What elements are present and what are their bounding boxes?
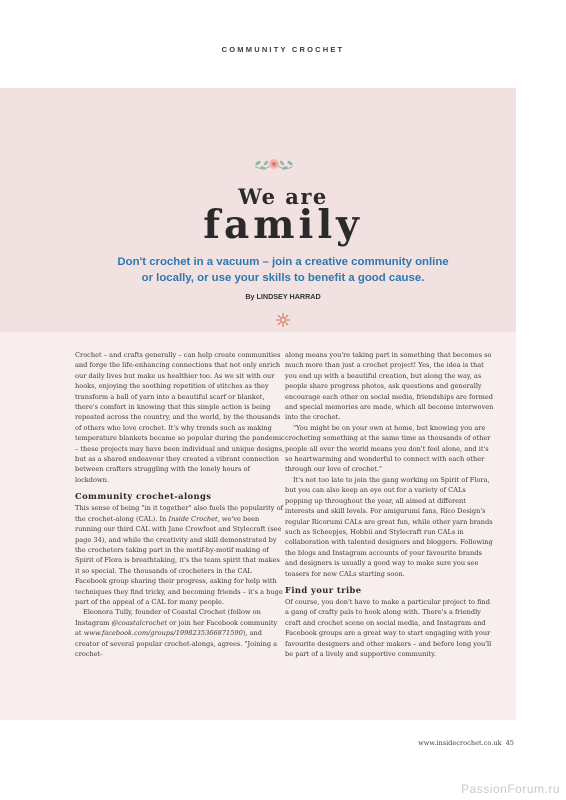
asterisk-flower-icon xyxy=(275,312,291,328)
watermark: PassionForum.ru xyxy=(461,782,560,796)
standfirst-line-1: Don't crochet in a vacuum – join a creative community online xyxy=(117,256,449,268)
standfirst xyxy=(0,254,566,286)
text-span: Eleonora Tully, founder of Coastal Crochet (follow on Instagram xyxy=(75,608,261,627)
page-number: 45 xyxy=(505,739,514,747)
paragraph xyxy=(75,607,285,659)
paragraph: It's not too late to join the gang working on Spirit of Flora, but you can also keep an eye out for a variety of CALs popping up throughout the year, all aimed at different interests and skill levels. For amigurumi fans, Rico Design's regular Ricorumi CALs are great fun, while other yarn brands such as Scheepjes, Hobbii and Stylecraft run CALs in collaboration with talented designers and bloggers. Following the blogs and Instagram accounts of your favourite brands and designers is usually a good way to make sure you see teasers for new CALs starting soon. xyxy=(285,475,493,578)
headline-line-2: family xyxy=(203,202,363,248)
paragraph: Crochet – and crafts generally – can help create communities and forge the life-enhancing connections that not only enrich our daily lives but make us healthier too. As we sit with our hooks, enjoying the soothing repetition of stitches as they transform a ball of yarn into a beautiful scarf or blanket, there's comfort in knowing that this simple action is being repeated across the country, and the world, by the thousands of others who love crochet. It's why trends such as making temperature blankets became so popular during the pandemic – these projects may have been individual and unique designs, but as a shared endeavour they created a vibrant connection between crafters struggling with the lonely hours of lockdown. xyxy=(75,351,285,484)
text-span: This sense of being "in it together" also fuels the popularity of the crochet-along (CAL). In xyxy=(75,504,284,523)
website-url: www.insidecrochet.co.uk xyxy=(418,739,502,747)
text-span: ), and creator of several popular crochet-alongs, agrees. "Joining a crochet- xyxy=(75,629,278,658)
text-span: or join her Facebook community at xyxy=(75,618,278,638)
headline-line-1: We are xyxy=(238,184,328,209)
paragraph: "You might be on your own at home, but knowing you are crocheting something at the same time as thousands of other people all over the world means you don't feel alone, and it's so heartwarming and wonderful to connect with each other through our love of crochet." xyxy=(285,423,491,474)
section-label: COMMUNITY CROCHET xyxy=(221,45,345,54)
article-column-right xyxy=(285,350,495,659)
standfirst-line-2: or locally, or use your skills to benefit a good cause. xyxy=(141,272,425,284)
subheading: Community crochet-alongs xyxy=(75,491,212,502)
text-span: , we've been running our third CAL with Jane Crowfoot and Stylecraft (see page 34), and while the creativity and skill demonstrated by the crocheters taking part in the motif-by-motif making of Spirit of Flora is breathtaking, it's the team spirit that makes it so special. The thousands of crocheters in the CAL Facebook group sharing their progress, asking for help with techniques they find tricky, and becoming friends – it's a huge part of the appeal of a CAL for many people. xyxy=(75,514,283,606)
subheading: Find your tribe xyxy=(285,584,362,595)
floral-sprig-icon xyxy=(249,152,299,174)
paragraph: Of course, you don't have to make a particular project to find a gang of crafty pals to hook along with. There's a friendly craft and crochet scene on social media, and Instagram and Facebook groups are a great way to start engaging with your favourite designers and other makers – and before long you'll be part of a lively and supportive community. xyxy=(285,597,492,658)
article-column-left xyxy=(75,350,285,659)
magazine-title: Inside Crochet xyxy=(168,514,218,523)
byline: By LINDSEY HARRAD xyxy=(245,292,321,301)
footer xyxy=(418,739,514,747)
paragraph xyxy=(75,503,285,607)
instagram-handle: @coastalcrochet xyxy=(111,618,168,627)
paragraph: along means you're taking part in something that becomes so much more than just a crochet project! Yes, the idea is that you end up with a beautiful creation, but along the way, as people share progress photos, ask questions and generally encourage each other on social media, friendships are formed and special memories are made, which all become interwoven into the crochet. xyxy=(285,351,494,422)
facebook-url: www.facebook.com/groups/1998235366871590 xyxy=(83,629,243,638)
